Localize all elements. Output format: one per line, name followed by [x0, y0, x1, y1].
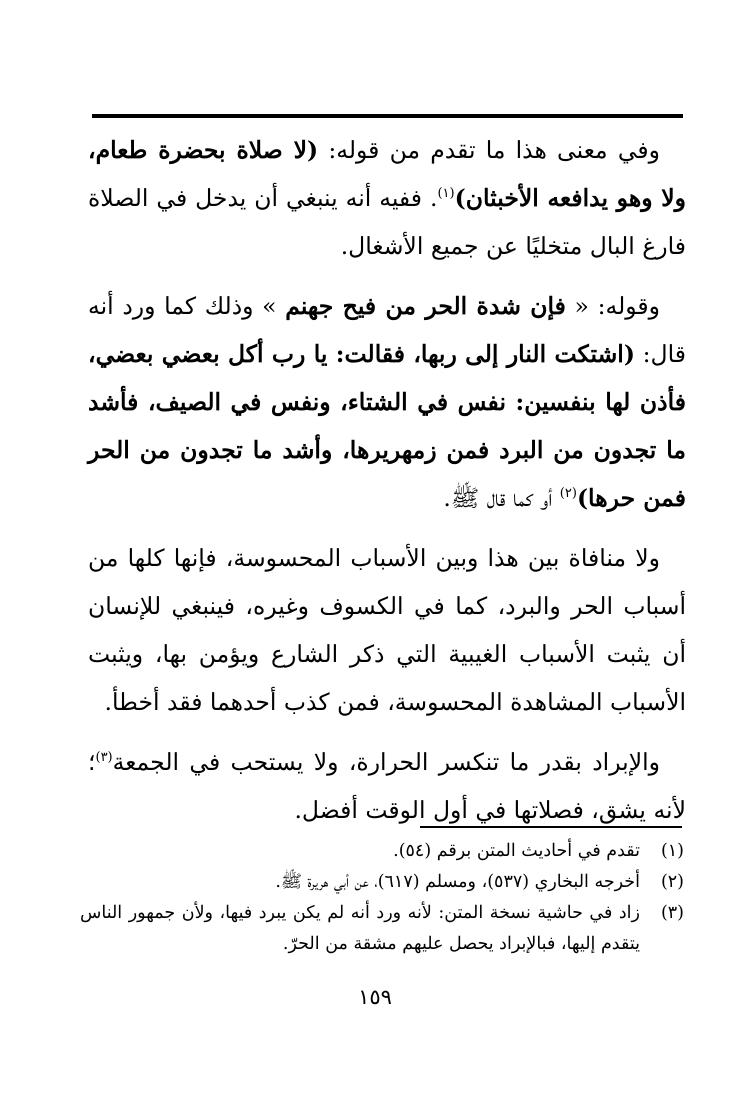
footnote-2	[80, 867, 684, 898]
footnote-text: زاد في حاشية نسخة المتن: لأنه ورد أنه لم يكن يبرد فيها، ولأن جمهور الناس يتقدم إليها، فبالإبراد يحصل عليهم مشقة من الحرّ.	[80, 903, 640, 954]
header-rule	[92, 114, 683, 118]
footnote-ref-1[interactable]: (١)	[437, 186, 455, 201]
footnote-1	[80, 836, 684, 867]
hadith-quote: فإن شدة الحر من فيح جهنم	[285, 292, 566, 320]
paragraph-1	[88, 126, 686, 270]
hadith-quote: (اشتكت النار إلى ربها، فقالت: يا رب أكل بعضي بعضي، فأذن لها بنفسين: نفس في الشتاء، ونفس في الصيف، فأشد ما تجدون من البرد فمن زمهريرها، وأشد ما تجدون من الحر فمن حرها)	[88, 340, 686, 512]
paragraph-2-mid: » وذلك كما ورد أنه قال:	[88, 292, 687, 368]
footnote-3	[80, 898, 684, 960]
footnote-ref-2[interactable]: (٢)	[559, 486, 577, 501]
paragraph-3: ولا منافاة بين هذا وبين الأسباب المحسوسة، فإنها كلها من أسباب الحر والبرد، كما في الكسوف وغيره، فينبغي للإنسان أن يثبت الأسباب الغيبية التي ذكر الشارع ويؤمن بها، ويثبت الأسباب المشاهدة المحسوسة، فمن كذب أحدهما فقد أخطأ.	[88, 544, 686, 716]
footnote-number: (٣)	[660, 903, 684, 923]
paragraph-4-lead: والإبراد بقدر ما تنكسر الحرارة، ولا يستحب في الجمعة	[112, 748, 660, 776]
paragraph-1-rest: . ففيه أنه ينبغي أن يدخل في الصلاة فارغ البال متخليًا عن جميع الأشغال.	[88, 184, 686, 260]
footnotes	[80, 836, 684, 960]
paragraph-4	[88, 738, 686, 834]
paragraph-2	[88, 282, 686, 522]
main-text	[88, 126, 686, 834]
footnote-text: أخرجه البخاري (٥٣٧)، ومسلم (٦١٧)، عن أبي هريرة ﷺ.	[275, 872, 640, 892]
footnote-ref-3[interactable]: (٣)	[95, 750, 113, 765]
paragraph-2-rest: أو كما قال ﷺ.	[443, 484, 560, 512]
footnote-text: تقدم في أحاديث المتن برقم (٥٤).	[393, 841, 640, 861]
footnote-number: (٢)	[660, 872, 684, 892]
footnote-number: (١)	[660, 841, 684, 861]
page-number: ١٥٩	[358, 985, 392, 1009]
paragraph-1-lead: وفي معنى هذا ما تقدم من قوله:	[318, 136, 660, 164]
hadith-quote: (لا صلاة بحضرة طعام، ولا وهو يدافعه الأخبثان)	[88, 136, 686, 212]
footnote-rule	[420, 826, 682, 828]
paragraph-4-rest: ؛ لأنه يشق، فصلاتها في أول الوقت أفضل.	[88, 748, 686, 824]
paragraph-2-lead: وقوله: «	[565, 292, 660, 320]
